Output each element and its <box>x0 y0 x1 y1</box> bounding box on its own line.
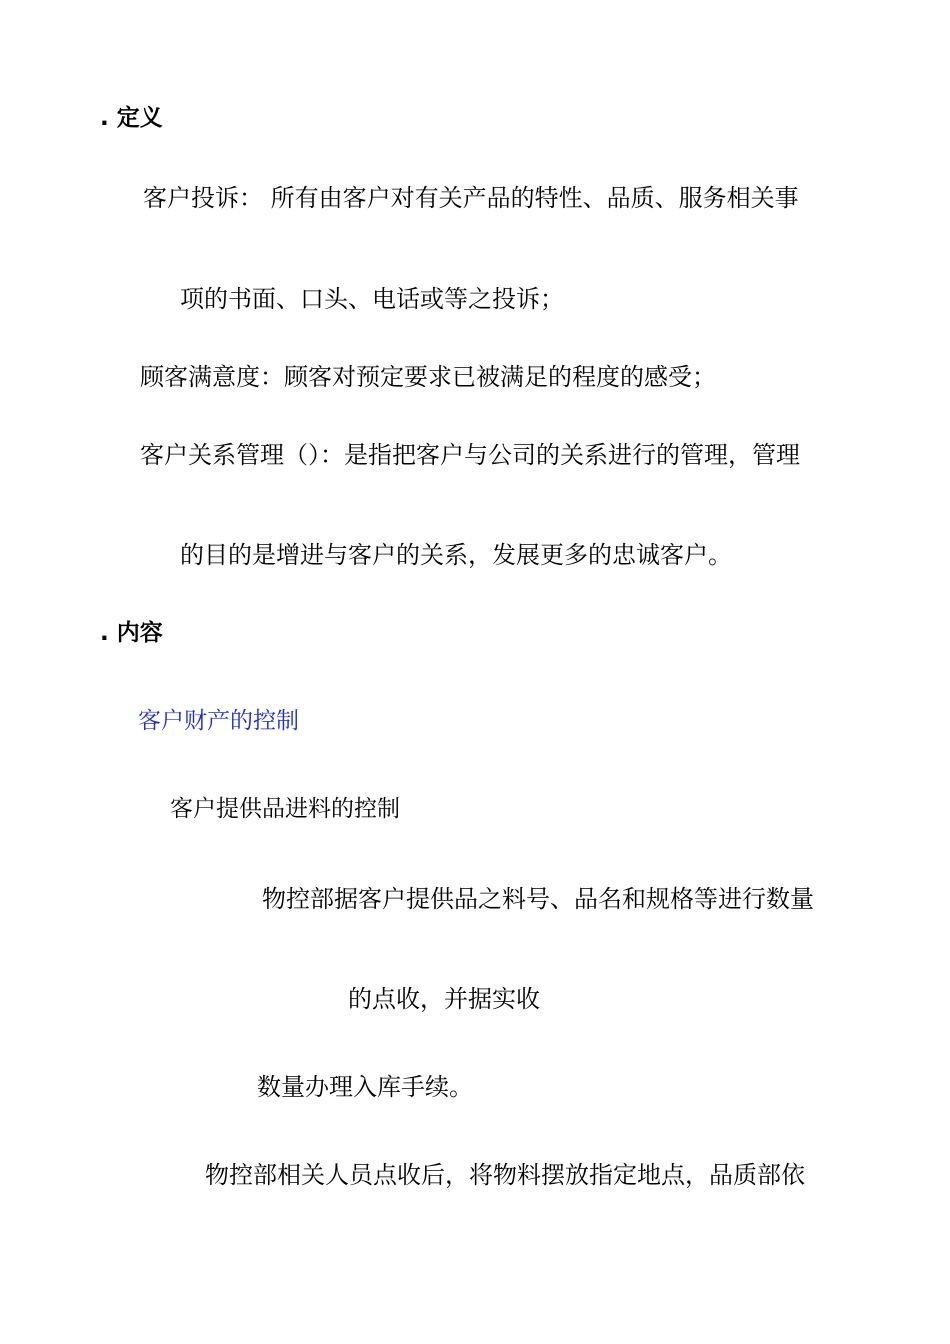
definition-customer-satisfaction: 顾客满意度：顾客对预定要求已被满足的程度的感受； <box>140 363 716 391</box>
definition-crm-line1: 客户关系管理（）：是指把客户与公司的关系进行的管理，管理 <box>140 441 800 469</box>
paragraph-1-line2: 的点收，并据实收 <box>348 985 540 1013</box>
paragraph-1-line1: 物控部据客户提供品之料号、品名和规格等进行数量 <box>262 885 814 913</box>
definition-crm-line2: 的目的是增进与客户的关系，发展更多的忠诚客户。 <box>180 541 732 569</box>
customer-property-control-link[interactable]: 客户财产的控制 <box>138 708 299 734</box>
subsection-title-incoming-control: 客户提供品进料的控制 <box>170 796 400 822</box>
paragraph-1-line3: 数量办理入库手续。 <box>257 1073 473 1101</box>
paragraph-2-line1: 物控部相关人员点收后，将物料摆放指定地点，品质部依 <box>205 1161 805 1189</box>
definition-customer-complaint-line1: 客户投诉： 所有由客户对有关产品的特性、品质、服务相关事 <box>143 184 799 212</box>
definition-customer-complaint-line2: 项的书面、口头、电话或等之投诉； <box>180 285 564 313</box>
section-heading-content: . 内容 <box>100 620 163 646</box>
section-heading-definition: . 定义 <box>100 105 163 131</box>
